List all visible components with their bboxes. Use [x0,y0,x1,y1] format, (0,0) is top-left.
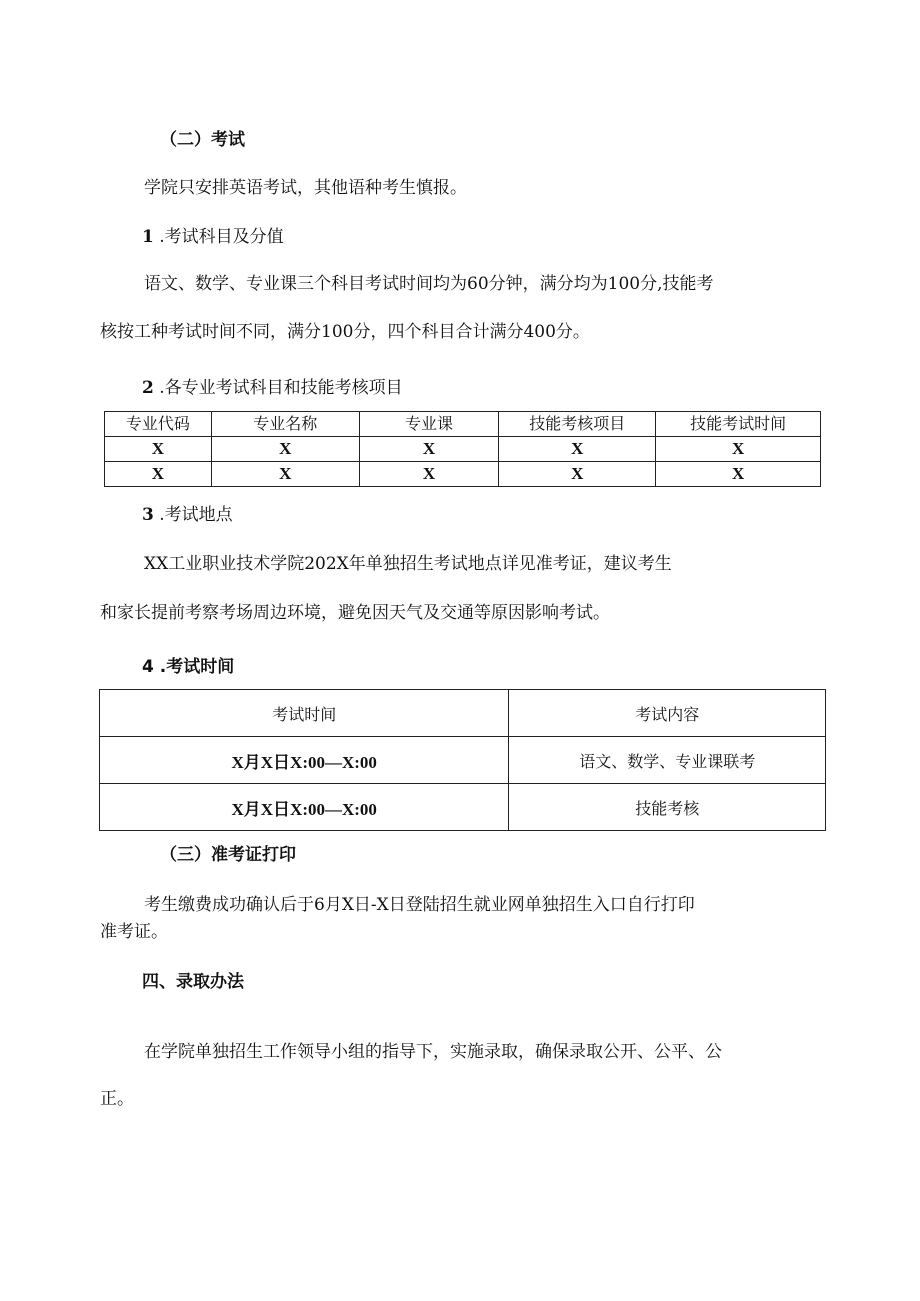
table-cell: X [211,462,359,487]
table-row [100,784,826,831]
header-exam-content: 考试内容 [509,690,826,737]
item-1-heading [142,225,284,249]
item-1-para-line-2: 核按工种考试时间不同，满分100分，四个科目合计满分400分。 [100,322,590,342]
item-3-number: 3 [142,505,154,525]
item-1-para-line-1: 语文、数学、专业课三个科目考试时间均为60分钟，满分均为100分,技能考 [144,274,714,294]
header-major-code: 专业代码 [105,412,212,437]
table-cell: 技能考核 [509,784,826,831]
item-4-heading [142,655,234,679]
section-4-para-line-2: 正。 [100,1089,134,1109]
header-exam-time: 考试时间 [100,690,509,737]
table-cell: X [656,462,821,487]
major-subjects-table [104,411,821,487]
table-cell: X [499,437,656,462]
header-major-name: 专业名称 [211,412,359,437]
item-4-title: .考试时间 [159,657,235,677]
item-1-number: 1 [142,227,154,247]
section-3-para-line-1: 考生缴费成功确认后于6月X日-X日登陆招生就业网单独招生入口自行打印 [144,895,695,915]
table-cell: X [499,462,656,487]
section-3-para-line-2: 准考证。 [100,922,168,942]
section-2-heading: （二）考试 [160,130,245,150]
item-2-title: .各专业考试科目和技能考核项目 [159,378,403,398]
header-skill-item: 技能考核项目 [499,412,656,437]
table-cell: X [656,437,821,462]
item-3-title: .考试地点 [159,505,233,525]
section-2-intro: 学院只安排英语考试，其他语种考生慎报。 [144,178,467,198]
table-row [100,737,826,784]
table-cell: X [105,437,212,462]
header-major-course: 专业课 [359,412,499,437]
item-1-title: .考试科目及分值 [159,227,284,247]
table-row [105,437,821,462]
item-2-number: 2 [142,378,154,398]
item-3-heading [142,503,233,527]
table-cell: X [359,437,499,462]
section-4-para-line-1: 在学院单独招生工作领导小组的指导下，实施录取，确保录取公开、公平、公 [144,1042,722,1062]
table-header-row [105,412,821,437]
section-3-heading: （三）准考证打印 [160,845,296,865]
table-cell: X月X日X:00—X:00 [100,784,509,831]
item-4-number: 4 [142,657,154,677]
table-cell: X [211,437,359,462]
section-4-heading: 四、录取办法 [142,972,244,992]
table-cell: X [359,462,499,487]
table-header-row [100,690,826,737]
item-2-heading [142,376,403,400]
exam-schedule-table [99,689,826,831]
item-3-para-line-2: 和家长提前考察考场周边环境，避免因天气及交通等原因影响考试。 [100,603,610,623]
header-skill-time: 技能考试时间 [656,412,821,437]
table-cell: X月X日X:00—X:00 [100,737,509,784]
table-cell: 语文、数学、专业课联考 [509,737,826,784]
item-3-para-line-1: XX工业职业技术学院202X年单独招生考试地点详见准考证，建议考生 [144,554,672,574]
table-cell: X [105,462,212,487]
table-row [105,462,821,487]
